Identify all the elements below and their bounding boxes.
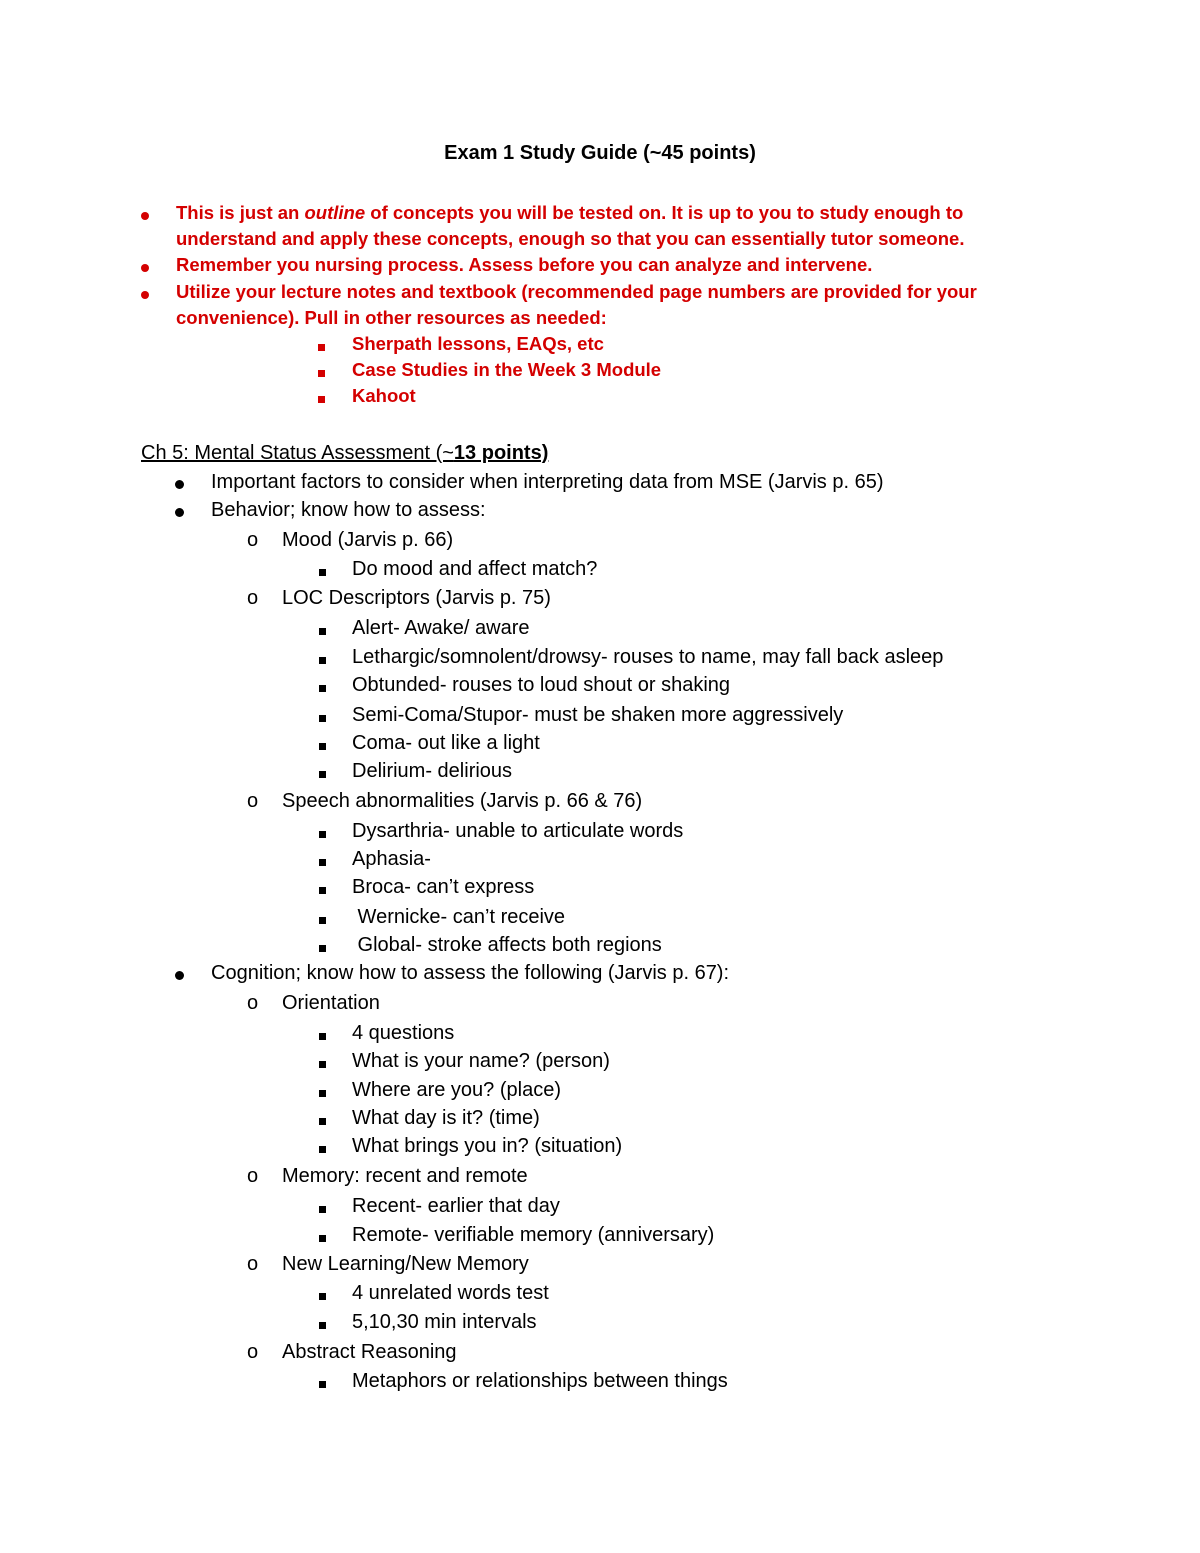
square-bullet-icon [319,704,326,728]
list-item: Orientation [282,992,380,1014]
circle-bullet-icon: o [247,1341,259,1363]
list-item: Coma- out like a light [352,732,540,754]
square-bullet-icon [319,617,326,641]
square-bullet-icon [319,1022,326,1046]
list-item: What is your name? (person) [352,1050,610,1072]
list-item: Delirium- delirious [352,760,513,782]
list-item: Obtunded- rouses to loud shout or shaking [352,674,731,696]
list-item: New Learning/New Memory [282,1253,529,1275]
list-item: Broca- can’t express [352,876,535,898]
list-item: Behavior; know how to assess: [211,499,486,521]
bullet-icon [141,202,149,226]
resource-item: Kahoot [352,385,416,406]
square-bullet-icon [319,848,326,872]
list-item: Cognition; know how to assess the following (Jarvis p. 67): [211,962,730,984]
intro-bullet-1-cont: understand and apply these concepts, enough so that you can essentially tutor someone. [176,228,965,249]
section-heading: Ch 5: Mental Status Assessment (~13 points) [141,442,549,464]
list-item: Metaphors or relationships between things [352,1370,728,1392]
circle-bullet-icon: o [247,1253,259,1275]
square-bullet-icon [319,820,326,844]
list-item: 4 questions [352,1022,455,1044]
intro-bullet-3: Utilize your lecture notes and textbook (recommended page numbers are provided for your [176,281,977,302]
list-item: Lethargic/somnolent/drowsy- rouses to name, may fall back asleep [352,646,944,668]
square-bullet-icon [319,1224,326,1248]
square-bullet-icon [319,646,326,670]
list-item: Dysarthria- unable to articulate words [352,820,684,842]
square-bullet-icon [319,558,326,582]
list-item: Important factors to consider when interpreting data from MSE (Jarvis p. 65) [211,471,884,493]
square-bullet-icon [319,732,326,756]
list-item: Abstract Reasoning [282,1341,457,1363]
square-bullet-icon [319,760,326,784]
bullet-icon [175,471,184,495]
list-item: Aphasia- [352,848,431,870]
list-item: Memory: recent and remote [282,1165,528,1187]
list-item: Semi-Coma/Stupor- must be shaken more aggressively [352,704,844,726]
square-bullet-icon [319,1195,326,1219]
intro-bullet-3-cont: convenience). Pull in other resources as needed: [176,307,607,328]
list-item: Alert- Awake/ aware [352,617,530,639]
square-bullet-icon [319,934,326,958]
list-item: Where are you? (place) [352,1079,561,1101]
square-bullet-icon [319,876,326,900]
bullet-icon [141,254,149,278]
square-bullet-icon [319,674,326,698]
list-item: What brings you in? (situation) [352,1135,623,1157]
square-bullet-icon [319,1135,326,1159]
square-bullet-icon [319,906,326,930]
list-item: 4 unrelated words test [352,1282,549,1304]
page-title: Exam 1 Study Guide (~45 points) [444,142,756,164]
circle-bullet-icon: o [247,790,259,812]
list-item: Mood (Jarvis p. 66) [282,529,454,551]
bullet-icon [141,281,149,305]
bullet-icon [175,499,184,523]
circle-bullet-icon: o [247,529,259,551]
square-bullet-icon [319,1370,326,1394]
circle-bullet-icon: o [247,1165,259,1187]
list-item: Remote- verifiable memory (anniversary) [352,1224,715,1246]
square-bullet-icon [318,385,325,409]
list-item: LOC Descriptors (Jarvis p. 75) [282,587,551,609]
intro-bullet-2: Remember you nursing process. Assess before you can analyze and intervene. [176,254,873,275]
list-item: Wernicke- can’t receive [352,906,566,928]
circle-bullet-icon: o [247,992,259,1014]
list-item: Recent- earlier that day [352,1195,560,1217]
resource-item: Case Studies in the Week 3 Module [352,359,662,380]
list-item: 5,10,30 min intervals [352,1311,537,1333]
square-bullet-icon [319,1107,326,1131]
list-item: Global- stroke affects both regions [352,934,662,956]
circle-bullet-icon: o [247,587,259,609]
intro-bullet-1: This is just an outline of concepts you will be tested on. It is up to you to study enough to [176,202,964,223]
list-item: What day is it? (time) [352,1107,540,1129]
list-item: Do mood and affect match? [352,558,598,580]
resource-item: Sherpath lessons, EAQs, etc [352,333,604,354]
bullet-icon [175,962,184,986]
list-item: Speech abnormalities (Jarvis p. 66 & 76) [282,790,643,812]
square-bullet-icon [319,1311,326,1335]
square-bullet-icon [318,333,325,357]
square-bullet-icon [319,1282,326,1306]
square-bullet-icon [318,359,325,383]
square-bullet-icon [319,1050,326,1074]
square-bullet-icon [319,1079,326,1103]
